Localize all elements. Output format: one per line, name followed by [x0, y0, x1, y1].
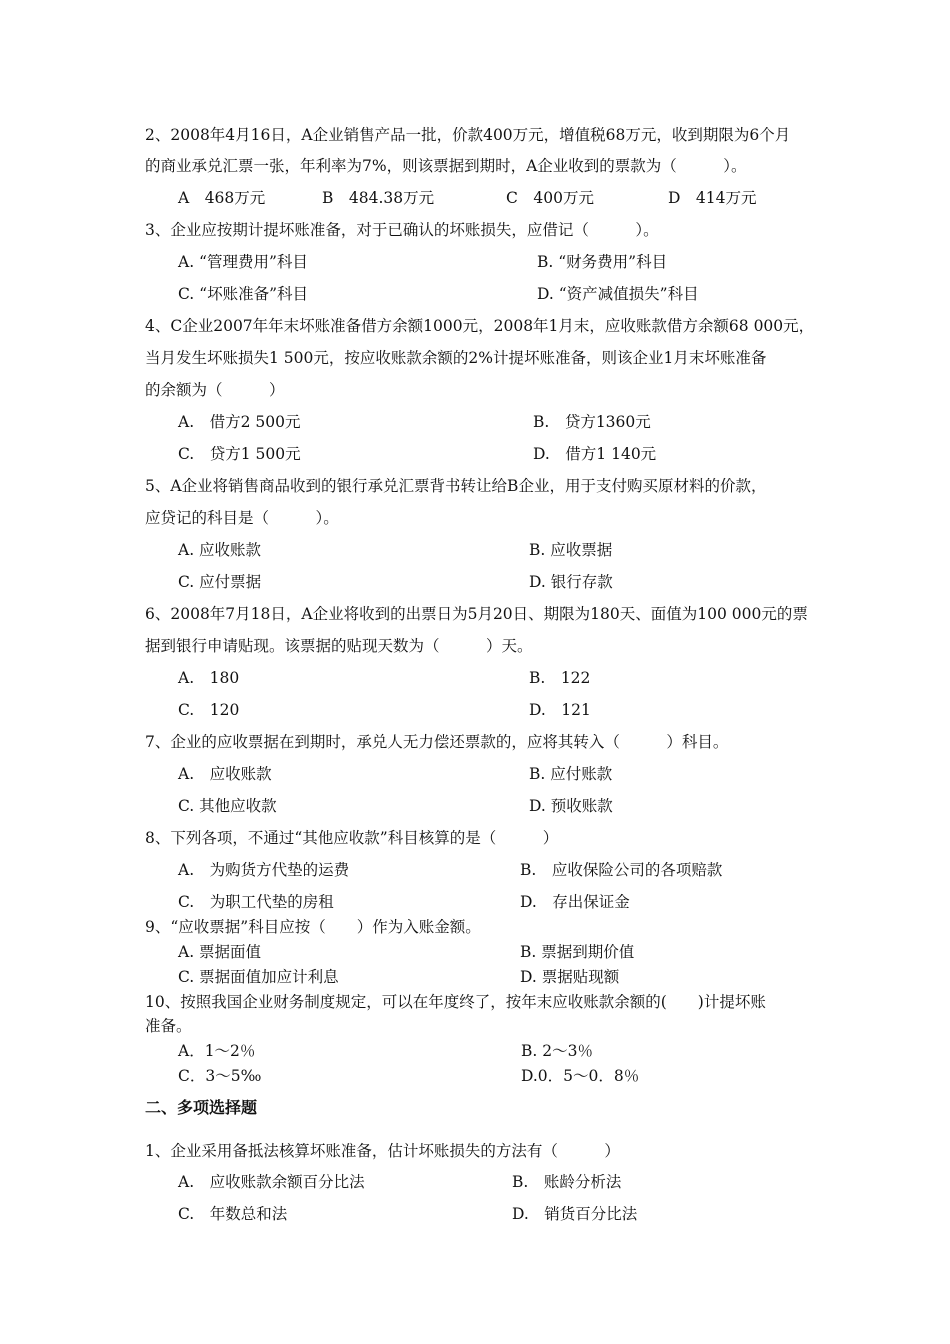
q8-option-d: D. 存出保证金: [520, 893, 630, 911]
q10-text-line-2: 准备。: [145, 1017, 192, 1035]
q5-option-d: D. 银行存款: [529, 573, 613, 591]
q9-text-line-1: 9、“应收票据”科目应按（ ）作为入账金额。: [145, 918, 481, 936]
m1-option-a: A. 应收账款余额百分比法: [178, 1173, 365, 1191]
q3-option-c: C. “坏账准备”科目: [178, 285, 309, 303]
q4-option-d: D. 借方1 140元: [533, 445, 657, 463]
q5-option-a: A. 应收账款: [178, 541, 262, 559]
m1-option-d: D. 销货百分比法: [512, 1205, 638, 1223]
q8-option-c: C. 为职工代垫的房租: [178, 893, 334, 911]
q3-option-d: D. “资产减值损失”科目: [537, 285, 699, 303]
q8-option-a: A. 为购货方代垫的运费: [178, 861, 350, 879]
q10-option-b: B. 2～3％: [521, 1042, 593, 1060]
q6-option-d: D. 121: [529, 701, 591, 719]
q4-text-line-3: 的余额为（ ）: [145, 381, 285, 399]
q4-option-b: B. 贷方1360元: [533, 413, 651, 431]
q9-option-d: D. 票据贴现额: [520, 968, 620, 986]
section-heading: 二、多项选择题: [145, 1098, 258, 1117]
q10-text-line-1: 10、按照我国企业财务制度规定，可以在年度终了，按年末应收账款余额的( )计提坏账: [145, 993, 766, 1011]
q4-text-line-1: 4、C企业2007年年末坏账准备借方余额1000元，2008年1月末，应收账款借方余额68 000元，: [145, 317, 815, 335]
q8-option-b: B. 应收保险公司的各项赔款: [520, 861, 723, 879]
q4-option-a: A. 借方2 500元: [178, 413, 301, 431]
q10-option-a: A．1～2％: [178, 1042, 256, 1060]
q3-option-a: A. “管理费用”科目: [178, 253, 308, 271]
q9-option-a: A. 票据面值: [178, 943, 262, 961]
q4-text-line-2: 当月发生坏账损失1 500元，按应收账款余额的2%计提坏账准备，则该企业1月末坏账准备: [145, 349, 767, 367]
m1-option-c: C. 年数总和法: [178, 1205, 288, 1223]
q9-option-b: B. 票据到期价值: [520, 943, 635, 961]
q6-option-b: B. 122: [529, 669, 591, 687]
q2-option-c: C 400万元: [506, 189, 594, 207]
q7-text-line-1: 7、企业的应收票据在到期时，承兑人无力偿还票款的，应将其转入（ ）科目。: [145, 733, 729, 751]
q9-option-c: C. 票据面值加应计利息: [178, 968, 339, 986]
q10-option-d: D.0．5～0．8％: [521, 1067, 640, 1085]
q7-option-c: C. 其他应收款: [178, 797, 277, 815]
q10-option-c: C．3～5‰: [178, 1067, 262, 1085]
q2-option-d: D 414万元: [668, 189, 757, 207]
q8-text-line-1: 8、下列各项，不通过“其他应收款”科目核算的是（ ）: [145, 829, 559, 847]
q3-text-line-1: 3、企业应按期计提坏账准备，对于已确认的坏账损失，应借记（ ）。: [145, 221, 659, 239]
q2-option-a: A 468万元: [178, 189, 266, 207]
q4-option-c: C. 贷方1 500元: [178, 445, 301, 463]
q7-option-b: B. 应付账款: [529, 765, 613, 783]
m1-text-line-1: 1、企业采用备抵法核算坏账准备，估计坏账损失的方法有（ ）: [145, 1142, 620, 1160]
q6-text-line-2: 据到银行申请贴现。该票据的贴现天数为（ ）天。: [145, 637, 533, 655]
q6-text-line-1: 6、2008年7月18日，A企业将收到的出票日为5月20日、期限为180天、面值为100 000元的票: [145, 605, 808, 623]
q2-option-b: B 484.38万元: [322, 189, 435, 207]
m1-option-b: B. 账龄分析法: [512, 1173, 622, 1191]
q5-option-b: B. 应收票据: [529, 541, 613, 559]
q6-option-a: A. 180: [178, 669, 240, 687]
q2-text-line-1: 2、2008年4月16日，A企业销售产品一批，价款400万元，增值税68万元，收到期限为6个月: [145, 126, 791, 144]
q7-option-a: A. 应收账款: [178, 765, 272, 783]
q3-option-b: B. “财务费用”科目: [537, 253, 668, 271]
q2-text-line-2: 的商业承兑汇票一张，年利率为7%，则该票据到期时，A企业收到的票款为（ ）。: [145, 157, 747, 175]
q5-option-c: C. 应付票据: [178, 573, 262, 591]
q7-option-d: D. 预收账款: [529, 797, 613, 815]
q6-option-c: C. 120: [178, 701, 240, 719]
q5-text-line-1: 5、A企业将销售商品收到的银行承兑汇票背书转让给B企业，用于支付购买原材料的价款，: [145, 477, 767, 495]
q5-text-line-2: 应贷记的科目是（ ）。: [145, 509, 339, 527]
